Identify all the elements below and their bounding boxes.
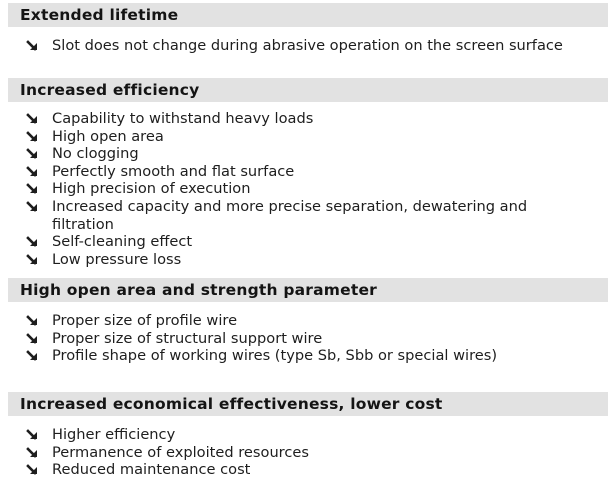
item-text: Proper size of profile wire	[52, 312, 238, 329]
arrow-down-right-icon	[26, 112, 40, 126]
section-title: Increased economical effectiveness, lower cost	[8, 392, 608, 416]
list-item	[0, 461, 612, 479]
item-text: High precision of execution	[52, 180, 251, 198]
item-text: Capability to withstand heavy loads	[52, 110, 314, 127]
item-text: Self-cleaning effect	[52, 233, 193, 251]
list-item	[0, 145, 612, 163]
section-extended-lifetime	[0, 3, 612, 55]
list-item	[0, 163, 612, 181]
item-text: Perfectly smooth and flat surface	[52, 162, 295, 180]
item-text: Increased capacity and more precise separation, dewatering and filtration	[52, 197, 528, 233]
list-item	[0, 37, 612, 55]
list-item	[0, 444, 612, 462]
item-list	[0, 426, 612, 479]
arrow-down-right-icon	[26, 314, 40, 328]
item-text: Higher efficiency	[52, 426, 176, 443]
list-item	[0, 233, 612, 251]
list-item	[0, 312, 612, 330]
list-item	[0, 251, 612, 269]
arrow-down-right-icon	[26, 332, 40, 346]
arrow-down-right-icon	[26, 349, 40, 363]
section-increased-efficiency	[0, 78, 612, 268]
item-text: Low pressure loss	[52, 250, 182, 268]
section-title: Increased efficiency	[8, 78, 608, 102]
item-list	[0, 312, 612, 365]
section-title: Extended lifetime	[8, 3, 608, 27]
item-text: High open area	[52, 127, 164, 145]
list-item	[0, 330, 612, 348]
list-item	[0, 198, 612, 233]
arrow-down-right-icon	[26, 235, 40, 249]
list-item	[0, 110, 612, 128]
arrow-down-right-icon	[26, 446, 40, 460]
item-text: Permanence of exploited resources	[52, 443, 309, 461]
arrow-down-right-icon	[26, 253, 40, 267]
section-economical-effectiveness	[0, 392, 612, 479]
item-text: Proper size of structural support wire	[52, 329, 323, 347]
list-item	[0, 128, 612, 146]
item-text: Reduced maintenance cost	[52, 461, 251, 479]
section-open-area-strength	[0, 278, 612, 365]
item-list	[0, 37, 612, 55]
arrow-down-right-icon	[26, 147, 40, 161]
arrow-down-right-icon	[26, 182, 40, 196]
item-list	[0, 110, 612, 268]
arrow-down-right-icon	[26, 39, 40, 53]
arrow-down-right-icon	[26, 200, 40, 214]
list-item	[0, 180, 612, 198]
arrow-down-right-icon	[26, 130, 40, 144]
item-text: No clogging	[52, 145, 139, 163]
item-text: Slot does not change during abrasive operation on the screen surface	[52, 37, 563, 54]
item-text: Profile shape of working wires (type Sb, Sbb or special wires)	[52, 347, 498, 365]
list-item	[0, 426, 612, 444]
list-item	[0, 347, 612, 365]
arrow-down-right-icon	[26, 428, 40, 442]
section-title: High open area and strength parameter	[8, 278, 608, 302]
arrow-down-right-icon	[26, 165, 40, 179]
arrow-down-right-icon	[26, 463, 40, 477]
